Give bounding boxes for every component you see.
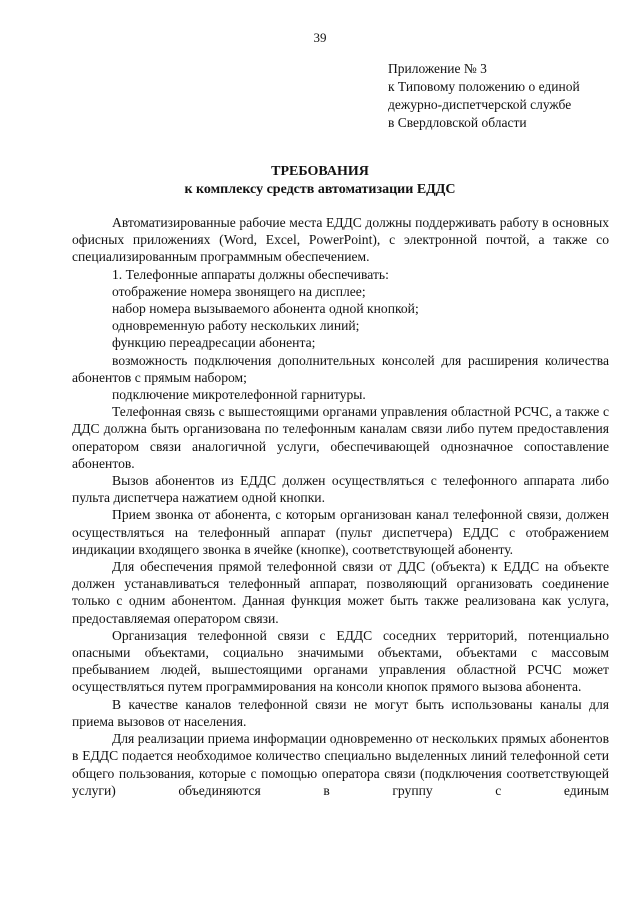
paragraph: набор номера вызываемого абонента одной кнопкой; [112, 301, 419, 317]
paragraph: отображение номера звонящего на дисплее; [112, 283, 366, 299]
paragraph: подключение микротелефонной гарнитуры. [112, 387, 366, 403]
heading-subtitle: к комплексу средств автоматизации ЕДДС [184, 182, 456, 197]
paragraph: В качестве каналов телефонной связи не могут быть использованы каналы для приема вызовов от населения. [72, 696, 609, 729]
paragraph: Организация телефонной связи с ЕДДС соседних территорий, потенциально опасными объектами, социально значимыми объектами, объектами с массовым пребыванием людей, вышестоящими органами управления областной РСЧС может осуществляться путем программирования на консоли кнопок прямого вызова абонента. [72, 627, 609, 695]
paragraph: возможность подключения дополнительных консолей для расширения количества абонентов с прямым набором; [72, 352, 609, 385]
paragraph: Для обеспечения прямой телефонной связи от ДДС (объекта) к ЕДДС на объекте должен устанавливаться телефонный аппарат, позволяющий организовать соединение только с одним абонентом. Данная функция может быть также реализована как услуга, предоставляемая оператором связи. [72, 559, 609, 626]
document-heading [0, 163, 640, 199]
paragraph: Телефонная связь с вышестоящими органами управления областной РСЧС, а также с ДДС должна быть организована по телефонным каналам связи либо путем предоставления оператором связи аналогичной услуги, обеспечивающей однозначное сопоставление абонентов. [72, 404, 609, 471]
paragraph: Прием звонка от абонента, с которым организован канал телефонной связи, должен осуществляться на телефонный аппарат (пульт диспетчера) ЕДДС с отображением индикации входящего звонка в ячейке (кнопке), соответствующей абоненту. [72, 507, 609, 557]
heading-title: ТРЕБОВАНИЯ [271, 164, 369, 179]
page-number: 39 [313, 30, 327, 45]
appendix-note [388, 60, 633, 132]
appendix-line: дежурно-диспетчерской службе [388, 97, 572, 112]
appendix-line: в Свердловской области [388, 115, 527, 130]
paragraph: одновременную работу нескольких линий; [112, 318, 360, 334]
document-body [72, 214, 609, 799]
paragraph: Для реализации приема информации одновременно от нескольких прямых абонентов в ЕДДС подается необходимое количество специально выделенных линий телефонной сети общего пользования, которые с помощью оператора связи (подключения соответствующей услуги) объединяются в группу с единым [72, 731, 609, 798]
paragraph: Автоматизированные рабочие места ЕДДС должны поддерживать работу в основных офисных приложениях (Word, Excel, PowerPoint), с электронной почтой, а также со специализированным программным обеспечением. [72, 215, 609, 265]
paragraph: функцию переадресации абонента; [112, 335, 316, 351]
paragraph: 1. Телефонные аппараты должны обеспечивать: [112, 266, 389, 282]
appendix-line: Приложение № 3 [388, 61, 487, 76]
paragraph: Вызов абонентов из ЕДДС должен осуществляться с телефонного аппарата либо пульта диспетчера нажатием одной кнопки. [72, 473, 609, 506]
appendix-line: к Типовому положению о единой [388, 79, 580, 94]
